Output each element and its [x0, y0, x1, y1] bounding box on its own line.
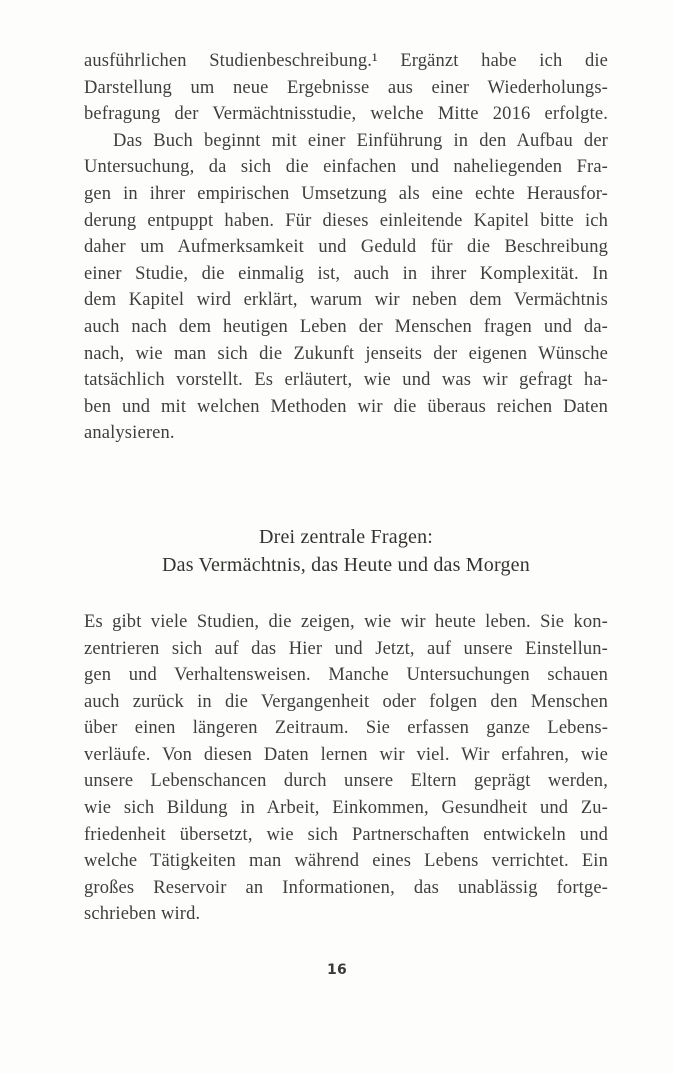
text-line: schrieben wird. [84, 904, 201, 925]
text-line: dem Kapitel wird erklärt, warum wir neben dem Vermächtnis [84, 290, 608, 311]
text-line: Untersuchung, da sich die einfachen und naheliegenden Fra- [84, 157, 608, 178]
heading-line: Das Vermächtnis, das Heute und das Morgen [162, 554, 530, 577]
page-number: 16 [326, 962, 348, 978]
text-line: daher um Aufmerksamkeit und Geduld für die Beschreibung [84, 237, 608, 258]
paragraph [84, 48, 608, 128]
text-line: ben und mit welchen Methoden wir die überaus reichen Daten [84, 396, 608, 417]
text-line: verläufe. Von diesen Daten lernen wir viel. Wir erfahren, wie [84, 744, 608, 765]
text-line: Darstellung um neue Ergebnisse aus einer Wiederholungs- [84, 77, 608, 98]
text-line: Es gibt viele Studien, die zeigen, wie wir heute leben. Sie kon- [84, 611, 608, 632]
heading-line: Drei zentrale Fragen: [258, 525, 434, 548]
text-line: gen und Verhaltensweisen. Manche Untersuchungen schauen [84, 665, 608, 686]
text-line: großes Reservoir an Informationen, das unablässig fortge- [84, 877, 608, 898]
text-line: über einen längeren Zeitraum. Sie erfassen ganze Lebens- [84, 718, 608, 739]
section-heading [84, 523, 608, 580]
text-line: wie sich Bildung in Arbeit, Einkommen, Gesundheit und Zu- [84, 798, 608, 819]
text-line: nach, wie man sich die Zukunft jenseits der eigenen Wünsche [84, 343, 608, 364]
text-line: unsere Lebenschancen durch unsere Eltern geprägt werden, [84, 771, 608, 792]
paragraph [84, 128, 608, 447]
text-line: auch nach dem heutigen Leben der Menschen fragen und da- [84, 316, 608, 337]
text-line: derung entpuppt haben. Für dieses einleitende Kapitel bitte ich [84, 210, 608, 231]
text-line: befragung der Vermächtnisstudie, welche Mitte 2016 erfolgte. [84, 104, 608, 125]
text-line: analysieren. [84, 423, 175, 444]
text-line: einer Studie, die einmalig ist, auch in ihrer Komplexität. In [84, 263, 608, 284]
text-line: welche Tätigkeiten man während eines Lebens verrichtet. Ein [84, 851, 608, 872]
text-line: zentrieren sich auf das Hier und Jetzt, auf unsere Einstellun- [84, 638, 608, 659]
text-block [84, 48, 608, 928]
text-line: ausführlichen Studienbeschreibung.¹ Ergänzt habe ich die [84, 51, 608, 71]
text-line: friedenheit übersetzt, wie sich Partnerschaften entwickeln und [84, 824, 608, 845]
text-line: tatsächlich vorstellt. Es erläutert, wie und was wir gefragt ha- [84, 370, 608, 391]
paragraph [84, 609, 608, 928]
text-line: Das Buch beginnt mit einer Einführung in den Aufbau der [113, 130, 608, 151]
text-line: gen in ihrer empirischen Umsetzung als eine echte Herausfor- [84, 183, 608, 204]
text-line: auch zurück in die Vergangenheit oder folgen den Menschen [84, 691, 608, 712]
